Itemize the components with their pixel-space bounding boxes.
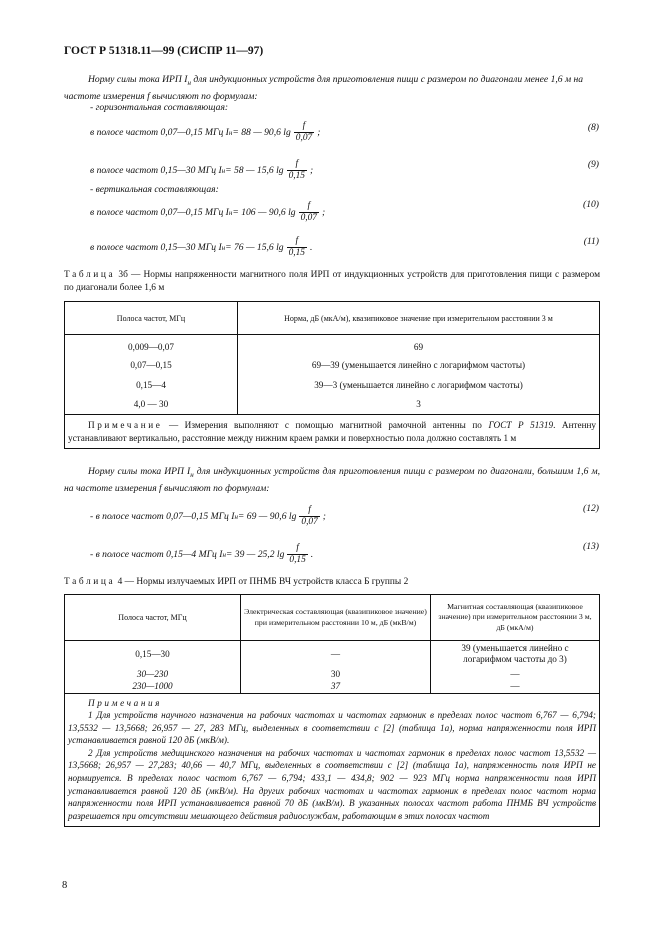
horizontal-label: - горизонтальная составляющая: (90, 102, 229, 113)
table-4 (64, 594, 600, 827)
formula-8: в полосе частот 0,07—0,15 МГц I н = 88 — 90,6 lg $\frac{f}{0,07}$ ; (90, 121, 321, 143)
intro-text-rest: для индукционных устройств для приготовления пищи с размером по диагонали менее 1,6 м на частоте измерения f вычисляют по формулам: (64, 74, 584, 102)
equation-number-10: (10) (583, 199, 599, 210)
equation-number-9: (9) (587, 159, 599, 170)
page-header: ГОСТ Р 51318.11—99 (СИСПР 11—97) (64, 45, 264, 57)
intro-paragraph: Норму силы тока ИРП $I_н$ для индукционных устройств для приготовления пищи с размером по диагонали менее 1,6 м на частоте измерения f вычисляют по формулам: (64, 74, 584, 102)
table-3b (64, 301, 600, 449)
page-number: 8 (62, 880, 68, 891)
equation-number-13: (13) (583, 541, 599, 552)
table-row: 230—1000 37 — (65, 680, 600, 693)
table-4-header-electric: Электрическая составляющая (квазипиковое значение) при измерительном расстоянии 10 м, дБ (мкВ/м) (241, 595, 431, 641)
equation-number-8: (8) (587, 122, 599, 133)
note-2: 2 Для устройств медицинского назначения на рабочих частотах и частотах гармоник в пределах полос частот 13,5532 — 13,5668; 26,957 — 27,283; 40,66 — 40,7 МГц, выделенных в соответствии с [2] (таблица 1а), напряженность поля ИРП не нормируется. В пределах полос частот 6,767 — 6,794; 433,1 — 434,8; 902 — 923 МГц норма напряженности поля ИРП устанавливается равной 120 дБ (мкВ/м). На других рабочих частотах и частотах гармоник в пределах полос частот норма напряженности поля ИРП устанавливается равной 70 дБ (мкВ/м). В указанных полосах частот работа ПНМБ ВЧ устройств разрешается при отсутствии мешающего действия радиослужбам, работающим в этих полосах частот (68, 747, 596, 821)
second-paragraph: Норму силы тока ИРП $I_н$ для индукционных устройств для приготовления пищи с размером по диагонали, большим 1,6 м, на частоте измерения f вычисляют по формулам: (64, 466, 600, 494)
table-3b-caption: Таблица 3б — Нормы напряженности магнитного поля ИРП от индукционных устройств для приготовления пищи с размером по диагонали более 1,6 м (64, 270, 600, 293)
table-row: 0,15—4 39—3 (уменьшается линейно с логарифмом частоты) (65, 375, 600, 395)
formula-9: в полосе частот 0,15—30 МГц I н = 58 — 15,6 lg $\frac{f}{0,15}$ ; (90, 159, 314, 181)
table-4-header-magnetic: Магнитная составляющая (квазипиковое значение) при измерительном расстоянии 3 м, дБ (мкА/м) (438, 601, 592, 632)
table-row: 30—230 30 — (65, 667, 600, 680)
table-row: 4,0 — 30 3 (65, 395, 600, 415)
table-4-notes (65, 693, 600, 827)
formula-12: - в полосе частот 0,07—0,15 МГц I н = 69 — 90,6 lg $\frac{f}{0,07}$ ; (90, 505, 326, 527)
table-4-header-band: Полоса частот, МГц (65, 595, 241, 641)
equation-number-11: (11) (583, 236, 599, 247)
equation-number-12: (12) (583, 503, 599, 514)
note-1: 1 Для устройств научного назначения на рабочих частотах и частотах гармоник в пределах полос частот 6,767 — 6,794; 13,5532 — 13,5668; 26,957 — 27, 283 МГц, выделенных в соответствии с [2] (таблица 1а), норма напряженности поля ИРП устанавливается равной 120 дБ (мкВ/м). (68, 710, 596, 746)
table-4-caption: Таблица 4 — Нормы излучаемых ИРП от ПНМБ ВЧ устройств класса Б группы 2 (64, 577, 409, 587)
table-3b-header-band: Полоса частот, МГц (65, 302, 238, 335)
intro-text: Норму силы тока ИРП I (88, 74, 188, 85)
formula-10: в полосе частот 0,07—0,15 МГц I н = 106 — 90,6 lg $\frac{f}{0,07}$ ; (90, 201, 326, 223)
table-row: 0,009—0,07 69 (65, 335, 600, 355)
notes-heading: Примечания (88, 697, 163, 708)
formula-13: - в полосе частот 0,15—4 МГц I н = 39 — 25,2 lg $\frac{f}{0,15}$ . (90, 543, 314, 565)
table-row: 0,15—30 — 39 (уменьшается линейно с логарифмом частоты до 3) (65, 641, 600, 668)
vertical-label: - вертикальная составляющая: (90, 184, 219, 195)
table-row: 0,07—0,15 69—39 (уменьшается линейно с логарифмом частоты) (65, 355, 600, 375)
formula-11: в полосе частот 0,15—30 МГц I н = 76 — 15,6 lg $\frac{f}{0,15}$ . (90, 236, 313, 258)
table-3b-note: Примечание — Измерения выполняют с помощью магнитной рамочной антенны по ГОСТ Р 51319. Антенну устанавливают вертикально, расстояние между нижним краем рамки и поверхностью пола должно составлять 1 м (68, 420, 596, 443)
table-3b-header-norm: Норма, дБ (мкА/м), квазипиковое значение при измерительном расстоянии 3 м (284, 313, 553, 323)
